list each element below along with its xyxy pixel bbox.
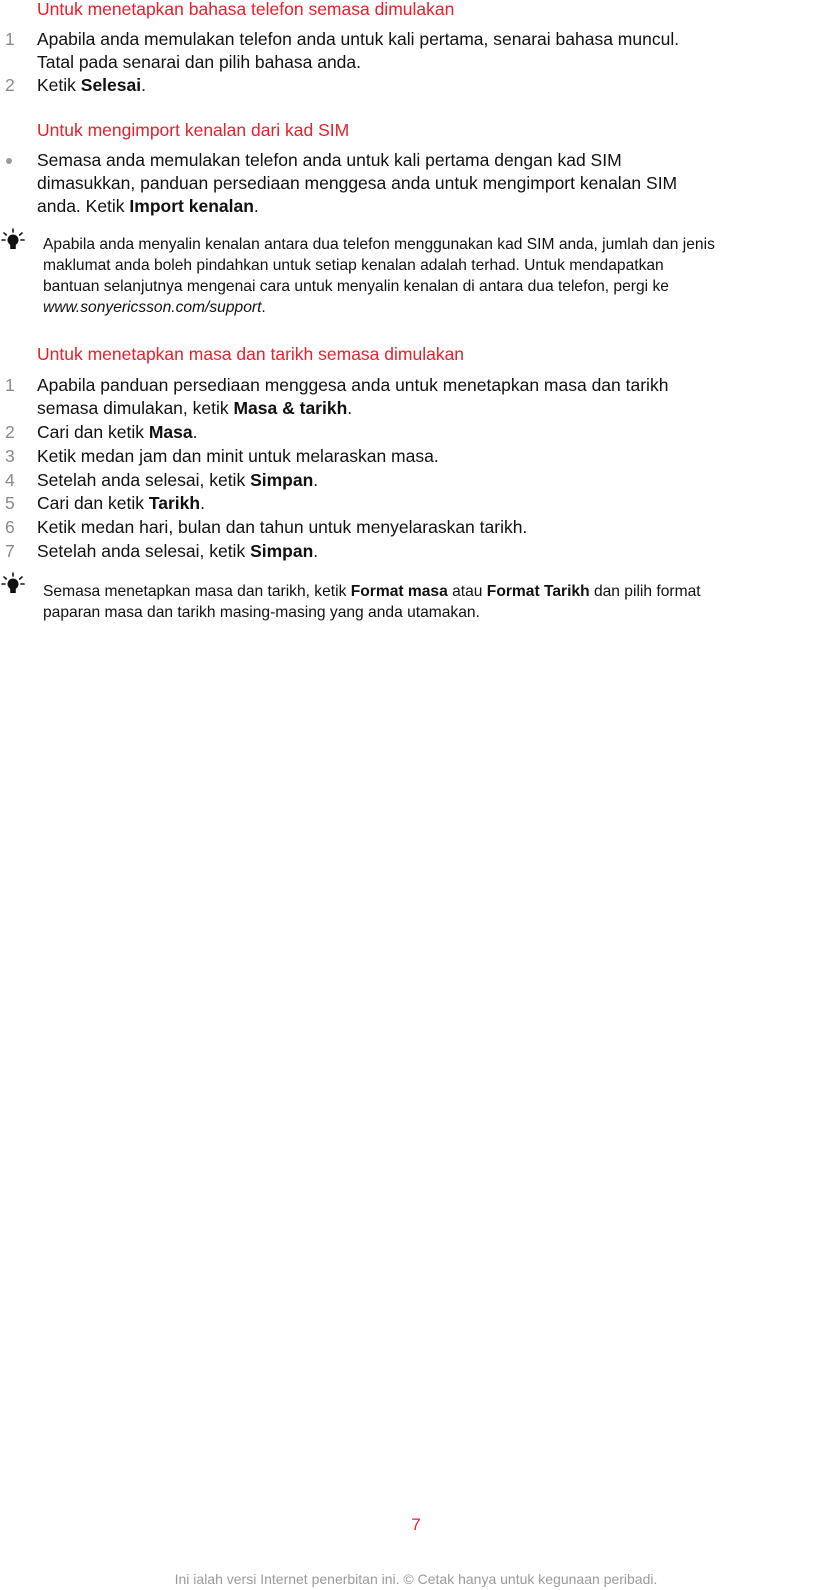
step-text: Ketik Selesai. <box>37 75 146 95</box>
step-number: 2 <box>5 75 15 95</box>
step-text: Ketik medan jam dan minit untuk melaraskan masa. <box>37 446 439 466</box>
support-link[interactable]: www.sonyericsson.com/support <box>43 299 262 316</box>
page-number: 7 <box>411 1515 421 1534</box>
step-number: 6 <box>5 517 15 537</box>
step-number: 7 <box>5 541 15 561</box>
step-number: 4 <box>5 470 15 490</box>
step-text: Setelah anda selesai, ketik Simpan. <box>37 541 319 561</box>
step-text: Setelah anda selesai, ketik Simpan. <box>37 470 319 490</box>
section-title-datetime: Untuk menetapkan masa dan tarikh semasa dimulakan <box>37 344 465 364</box>
step-text: Cari dan ketik Tarikh. <box>37 493 205 513</box>
step-number: 3 <box>5 446 15 466</box>
step-number: 2 <box>5 422 15 442</box>
footer-notice: Ini ialah versi Internet penerbitan ini. © Cetak hanya untuk kegunaan peribadi. <box>174 1571 658 1587</box>
lightbulb-icon <box>1 228 25 252</box>
step-text: Ketik medan hari, bulan dan tahun untuk menyelaraskan tarikh. <box>37 517 528 537</box>
tip-note-datetime: Semasa menetapkan masa dan tarikh, ketik Format masa atau Format Tarikh dan pilih format paparan masa dan tarikh masing-masing yang anda utamakan. <box>43 583 701 621</box>
step-text: Cari dan ketik Masa. <box>37 422 198 442</box>
tip-note-sim: Apabila anda menyalin kenalan antara dua telefon menggunakan kad SIM anda, jumlah dan jenis maklumat anda boleh pindahkan untuk setiap kenalan adalah terhad. Untuk mendapatkan bantuan selanjutnya mengenai cara untuk menyalin kenalan di antara dua telefon, pergi ke www.sonyericsson.com/support. <box>43 236 715 316</box>
step-number: 1 <box>5 375 15 395</box>
section-title-sim: Untuk mengimport kenalan dari kad SIM <box>37 120 350 140</box>
step-text: Apabila anda memulakan telefon anda untuk kali pertama, senarai bahasa muncul. Tatal pada senarai dan pilih bahasa anda. <box>37 29 680 72</box>
step-text: Apabila panduan persediaan menggesa anda untuk menetapkan masa dan tarikh semasa dimulakan, ketik Masa & tarikh. <box>37 375 669 418</box>
lightbulb-icon <box>1 572 25 596</box>
step-number: 5 <box>5 493 15 513</box>
section-title-language: Untuk menetapkan bahasa telefon semasa dimulakan <box>37 0 455 19</box>
step-number: 1 <box>5 29 15 49</box>
bullet-text: Semasa anda memulakan telefon anda untuk kali pertama dengan kad SIM dimasukkan, panduan persediaan menggesa anda untuk mengimport kenalan SIM anda. Ketik Import kenalan. <box>37 150 678 216</box>
bullet-icon <box>6 158 12 164</box>
